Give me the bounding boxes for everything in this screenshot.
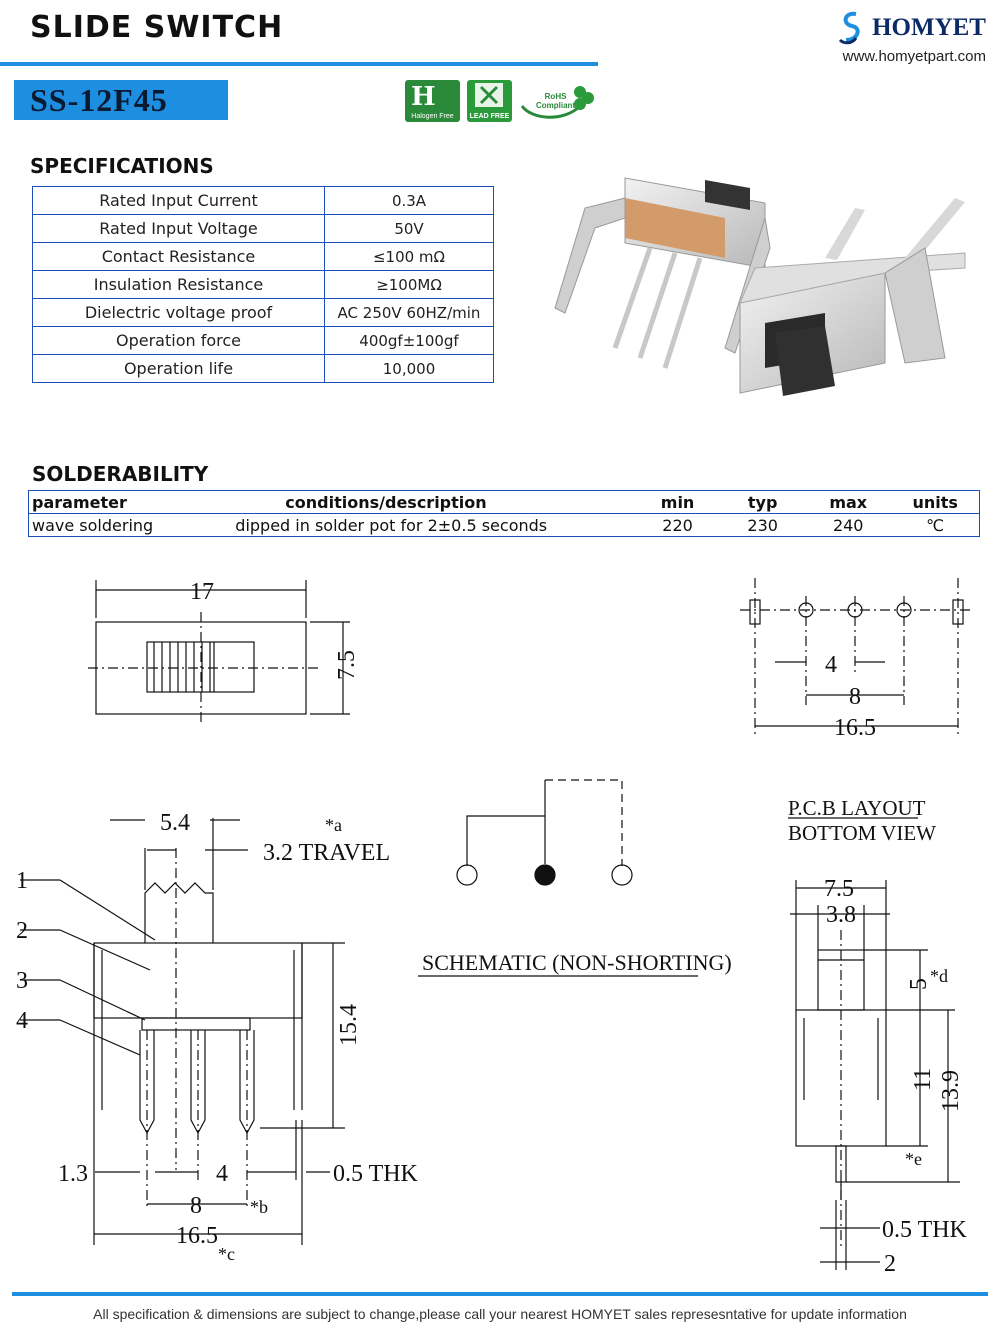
note-e: *e — [905, 1149, 922, 1169]
col-min: min — [635, 491, 720, 514]
table-row — [33, 187, 494, 215]
table-row — [33, 355, 494, 383]
schematic-label: SCHEMATIC (NON-SHORTING) — [422, 950, 732, 975]
rohs-label: RoHS — [544, 92, 567, 101]
specifications-heading: SPECIFICATIONS — [30, 154, 214, 178]
table-row — [33, 327, 494, 355]
solderability-heading: SOLDERABILITY — [32, 462, 209, 486]
pcb-dim-11: 11 — [910, 1067, 936, 1091]
col-units: units — [891, 491, 979, 514]
dim-travel: 3.2 TRAVEL — [263, 840, 391, 866]
lead-free-badge — [467, 80, 512, 122]
footer-note: All specification & dimensions are subject to change,please call your nearest HOMYET sales represesntative for update information — [93, 1306, 907, 1322]
halogen-free-label: Halogen Free — [411, 113, 454, 120]
hf-letters-icon: H — [411, 82, 436, 112]
dim-pitch-8: 8 — [849, 684, 861, 710]
spec-value: 0.3A — [325, 187, 494, 215]
table-row — [29, 514, 980, 537]
col-max: max — [805, 491, 891, 514]
pcb-layout-drawing — [788, 818, 960, 1270]
pcb-dim-thk: 0.5 THK — [882, 1217, 967, 1243]
spec-value: 400gf±100gf — [325, 327, 494, 355]
spec-value: 10,000 — [325, 355, 494, 383]
cell-conditions: dipped in solder pot for 2±0.5 seconds — [235, 515, 548, 535]
switch-back-image — [555, 178, 770, 368]
dim-actuator-5-4: 5.4 — [160, 810, 190, 836]
spec-label: Operation life — [33, 355, 325, 383]
pcb-dim-13-9: 13.9 — [938, 1070, 964, 1112]
top-view-drawing — [88, 580, 350, 722]
dim-span-16-5: 16.5 — [834, 715, 876, 741]
lead-free-icon — [475, 83, 503, 107]
page-title: SLIDE SWITCH — [30, 10, 284, 45]
product-photo — [525, 158, 995, 438]
table-row — [33, 299, 494, 327]
spec-label: Operation force — [33, 327, 325, 355]
spec-label: Insulation Resistance — [33, 271, 325, 299]
cell-parameter: wave soldering — [32, 515, 154, 535]
table-row — [33, 271, 494, 299]
note-a: *a — [325, 815, 342, 835]
dim-4: 4 — [216, 1161, 228, 1187]
dim-1-3: 1.3 — [58, 1161, 88, 1187]
spec-label: Rated Input Voltage — [33, 215, 325, 243]
cell-typ: 230 — [747, 515, 778, 535]
part-label-1: 1 — [16, 868, 28, 894]
pcb-layout-label: P.C.B LAYOUT — [788, 796, 926, 820]
homyet-logo-icon — [834, 10, 872, 46]
brand-name: HOMYET — [872, 14, 986, 41]
part-label-3: 3 — [16, 968, 28, 994]
lead-free-label: LEAD FREE — [469, 113, 510, 120]
title-underline — [0, 62, 598, 66]
dim-top-height: 7.5 — [334, 650, 360, 680]
pcb-dim-3-8: 3.8 — [826, 902, 856, 928]
halogen-free-badge — [405, 80, 460, 122]
note-b: *b — [250, 1197, 268, 1217]
dim-top-width: 17 — [190, 579, 214, 605]
spec-value: ≥100MΩ — [325, 271, 494, 299]
spec-label: Dielectric voltage proof — [33, 299, 325, 327]
schematic-drawing — [418, 780, 698, 976]
dim-height-15-4: 15.4 — [336, 1004, 362, 1046]
pcb-dim-7-5: 7.5 — [824, 876, 854, 902]
footprint-drawing — [740, 578, 970, 735]
dim-16-5: 16.5 — [176, 1223, 218, 1249]
col-conditions: conditions/description — [215, 491, 635, 514]
table-row — [33, 243, 494, 271]
footer-rule — [12, 1292, 988, 1296]
rohs-badge — [518, 80, 596, 122]
rohs-compliant-label: Compliant — [536, 101, 576, 110]
technical-drawings — [0, 560, 1000, 1280]
spec-label: Contact Resistance — [33, 243, 325, 271]
part-label-2: 2 — [16, 918, 28, 944]
pcb-dim-5: 5 — [906, 978, 932, 990]
dim-8: 8 — [190, 1193, 202, 1219]
note-c: *c — [218, 1244, 235, 1264]
pcb-dim-2: 2 — [884, 1251, 896, 1277]
cell-max: 240 — [832, 515, 864, 535]
col-typ: typ — [720, 491, 805, 514]
spec-value: AC 250V 60HZ/min — [325, 299, 494, 327]
cell-min: 220 — [662, 515, 693, 535]
dim-pitch-4: 4 — [825, 652, 837, 678]
spec-value: 50V — [325, 215, 494, 243]
pcb-bottom-view-label: BOTTOM VIEW — [788, 821, 936, 845]
dim-thk: 0.5 THK — [333, 1161, 418, 1187]
part-label-4: 4 — [16, 1008, 28, 1034]
switch-front-image — [740, 198, 965, 396]
note-d: *d — [930, 966, 948, 986]
specifications-table — [32, 186, 494, 383]
spec-value: ≤100 mΩ — [325, 243, 494, 271]
brand-url[interactable]: www.homyetpart.com — [842, 48, 986, 65]
spec-label: Rated Input Current — [33, 187, 325, 215]
solderability-table — [28, 490, 980, 537]
table-row — [33, 215, 494, 243]
brand-block — [834, 10, 986, 65]
col-parameter: parameter — [29, 491, 216, 514]
part-number-badge: SS-12F45 — [14, 80, 228, 120]
cell-units: ℃ — [926, 515, 945, 535]
